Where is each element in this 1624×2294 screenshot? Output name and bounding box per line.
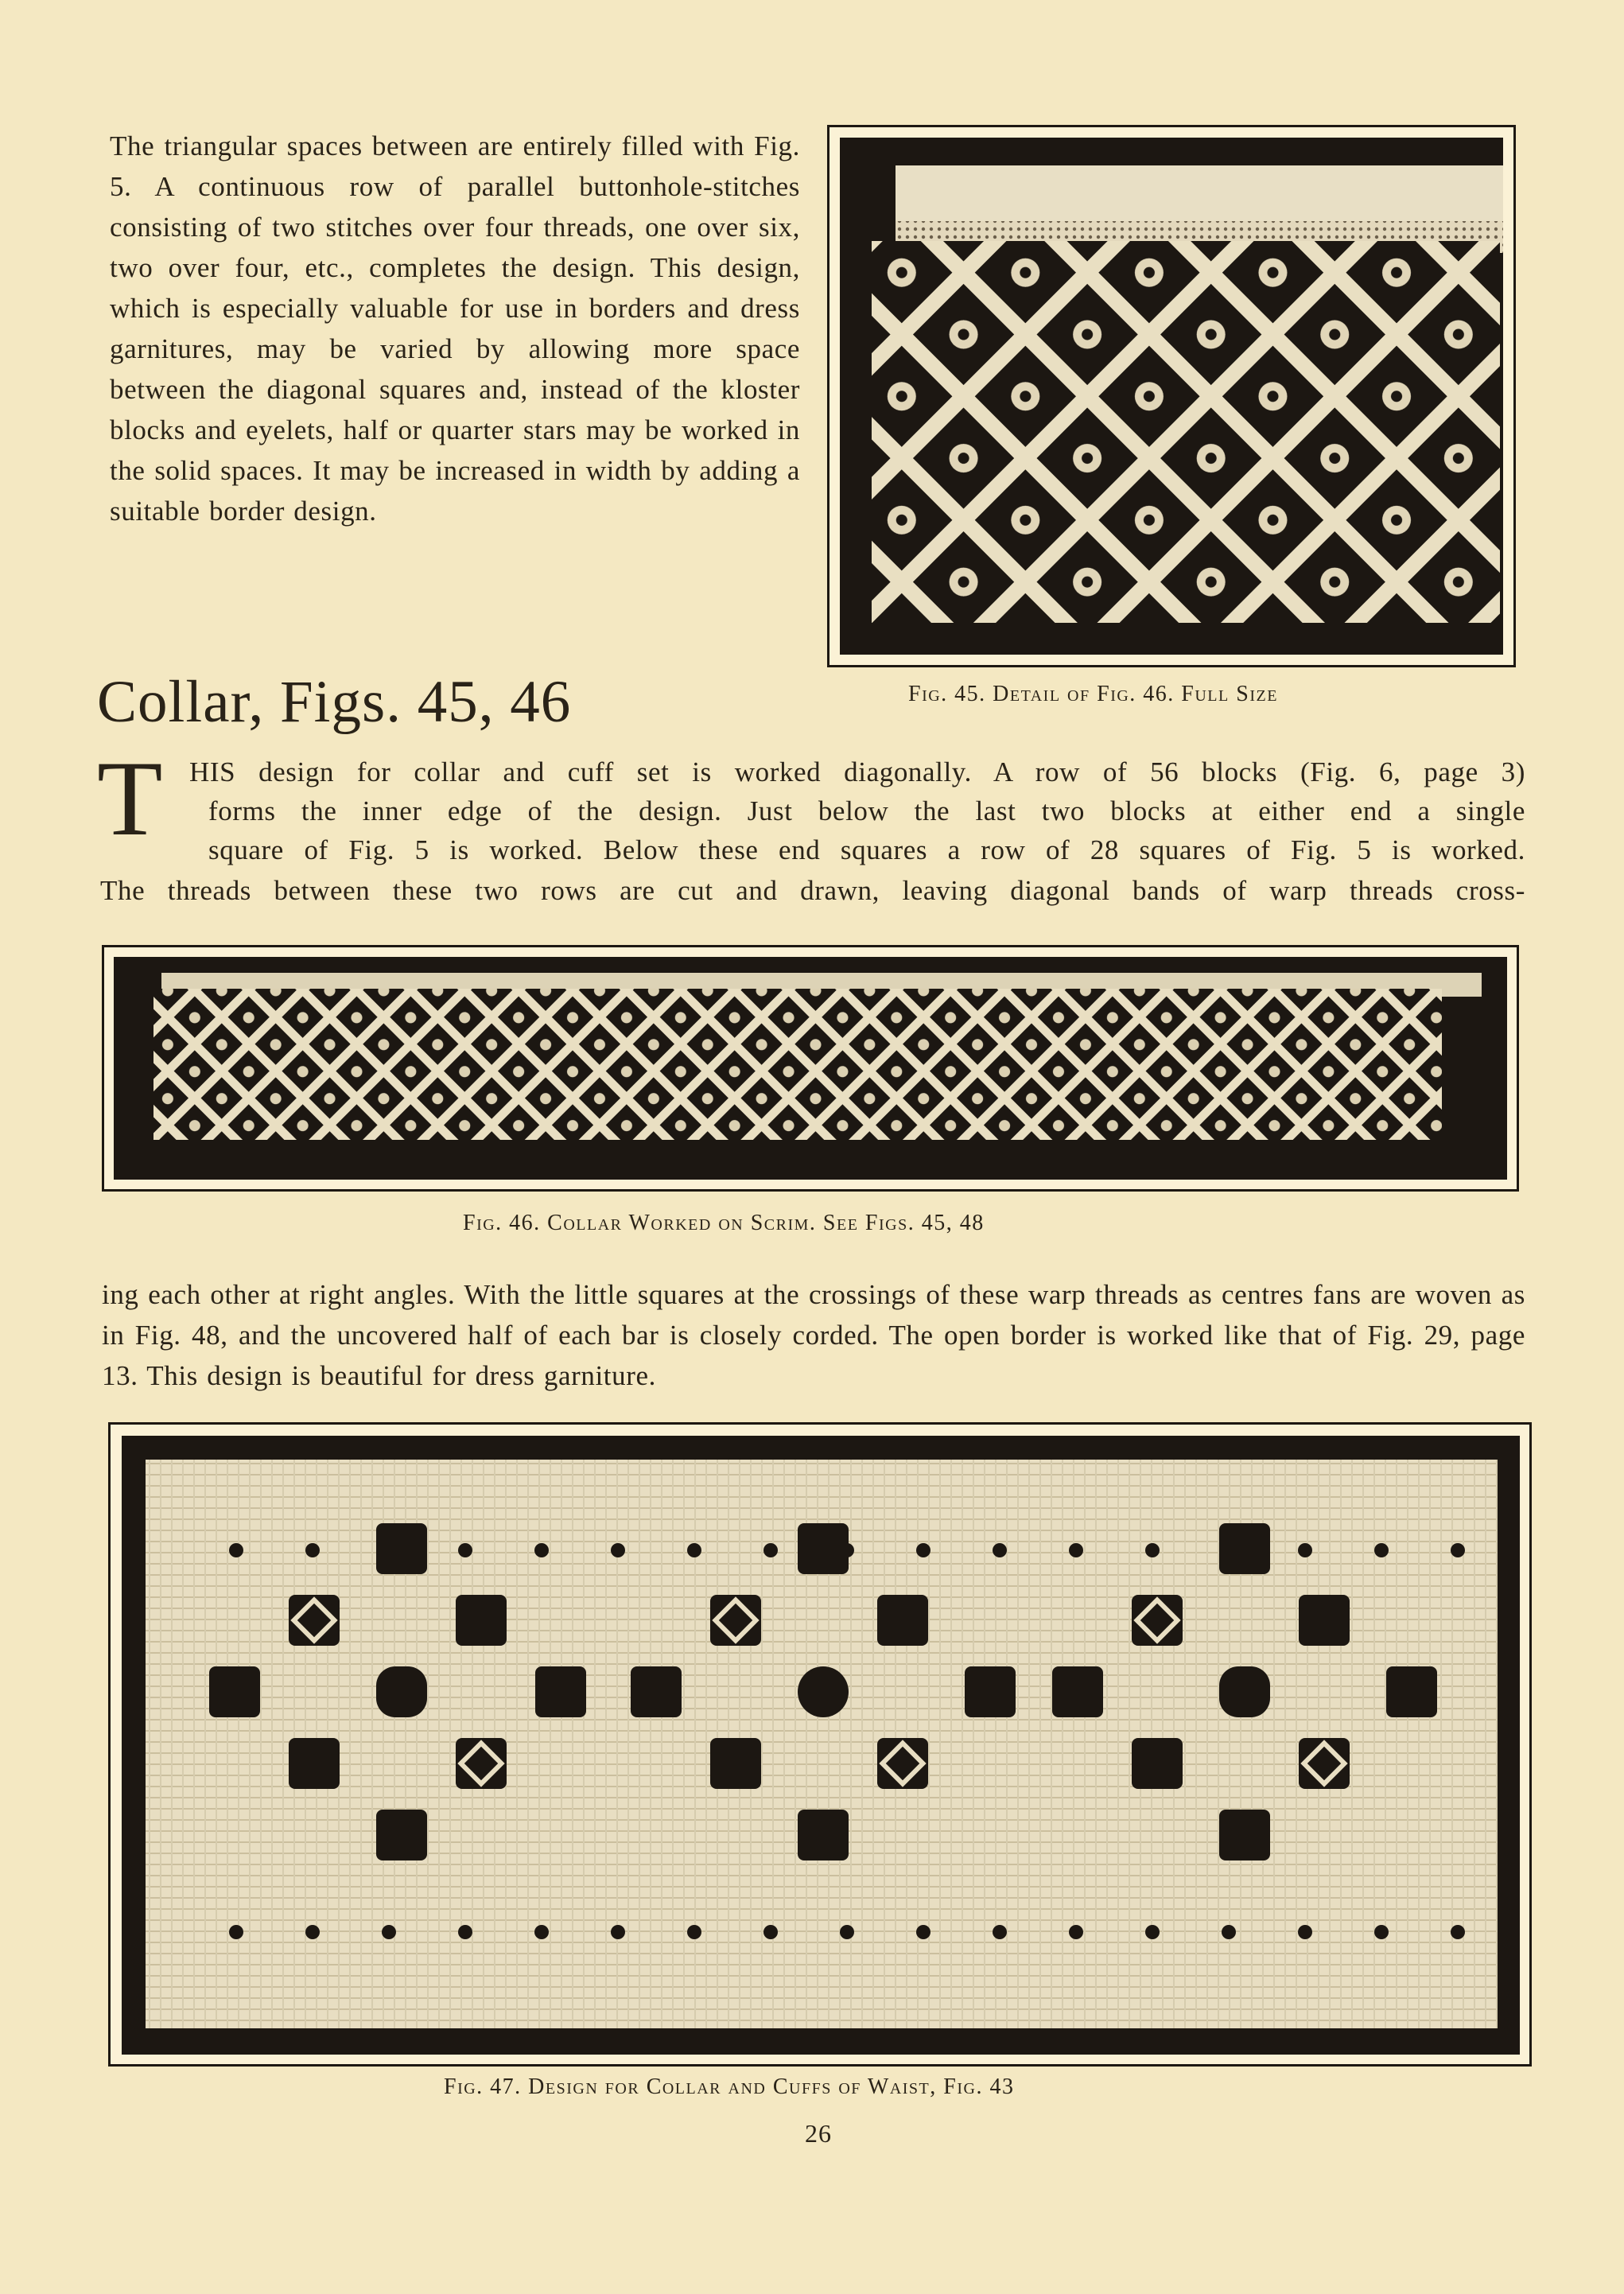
body-line-3: square of Fig. 5 is worked. Below these end squares a row of 28 squares of Fig. 5 is worked. (208, 834, 1525, 865)
section-heading: Collar, Figs. 45, 46 (97, 669, 572, 735)
drop-cap: T (97, 740, 163, 858)
body-line-2: forms the inner edge of the design. Just below the last two blocks at either end a single (208, 795, 1525, 826)
fig45-plate (827, 125, 1516, 667)
fig47-caption: Fig. 47. Design for Collar and Cuffs of Waist, Fig. 43 (444, 2074, 1015, 2099)
body-line-4: The threads between these two rows are cut and drawn, leaving diagonal bands of warp threads cross- (100, 875, 1525, 906)
fig47-lace-image (122, 1436, 1520, 2055)
body-line-1: HIS design for collar and cuff set is worked diagonally. A row of 56 blocks (Fig. 6, page 3) (189, 756, 1525, 787)
fig46-caption: Fig. 46. Collar Worked on Scrim. See Figs. 45, 48 (463, 1211, 985, 1235)
fig46-plate (102, 945, 1519, 1192)
fig45-caption: Fig. 45. Detail of Fig. 46. Full Size (908, 682, 1278, 706)
fig46-lace-image (114, 957, 1507, 1180)
page-number: 26 (805, 2119, 832, 2148)
fig45-lace-image (840, 138, 1503, 655)
continuation-paragraph: ing each other at right angles. With the little squares at the crossings of these warp threads as centres fans are woven as in Fig. 48, and the uncovered half of each bar is closely corded. The open border is worked like that of Fig. 29, page 13. This design is beautiful for dress garniture. (102, 1279, 1525, 1391)
intro-paragraph: The triangular spaces between are entirely filled with Fig. 5. A continuous row of parallel buttonhole-stitches consisting of two stitches over four threads, one over six, two over four, etc., completes the design. This design, which is especially valuable for use in borders and dress garnitures, may be varied by allowing more space between the diagonal squares and, instead of the kloster blocks and eyelets, half or quarter stars may be worked in the solid spaces. It may be increased in width by adding a suitable border design. (110, 130, 800, 527)
fig47-plate (108, 1422, 1532, 2067)
